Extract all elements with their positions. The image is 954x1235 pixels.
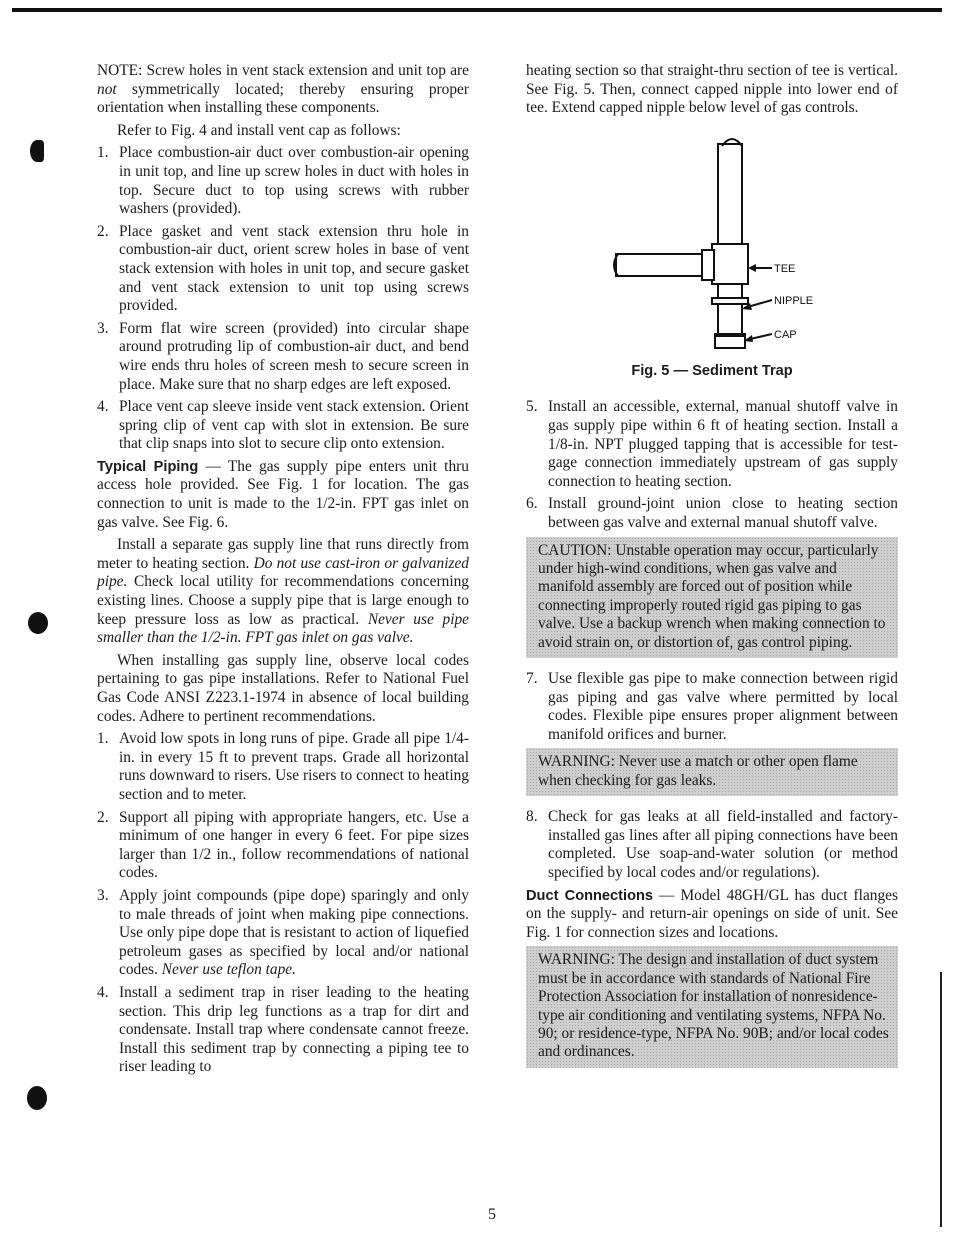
warning-box: WARNING: The design and installation of duct system must be in accordance with standards of National Fire Protection Association for installation of nonresidence-type air conditioning and ventilating systems, NFPA No. 90; or residence-type, NFPA No. 90B; and/or local codes and ordinances. [526, 946, 898, 1067]
typical-piping-paragraph: Typical Piping — The gas supply pipe enters unit thru access hole provided. See Fig. 1 for location. The gas connection to unit is made to the 1/2-in. FPT gas inlet on gas valve. See Fig. 6. [97, 457, 469, 531]
list-item: 6. Install ground-joint union close to heating section between gas valve and external manual shutoff valve. [526, 495, 898, 531]
vent-cap-steps [97, 144, 469, 454]
list-item: 8. Check for gas leaks at all field-installed and factory-installed gas lines after all piping connections have been completed. Use soap-and-water solution (or method specified by local codes and/or regulations). [526, 808, 898, 881]
list-item: 1. Place combustion-air duct over combustion-air opening in unit top, and line up screw holes in duct with holes in top. Secure duct to top using screws with rubber washers (provided). [97, 144, 469, 218]
binder-hole-mark [27, 1086, 47, 1110]
section-heading: Typical Piping [97, 458, 199, 475]
sediment-trap-diagram [526, 126, 898, 356]
cap-label: CAP [774, 328, 797, 341]
list-item: 3. Apply joint compounds (pipe dope) sparingly and only to male threads of joint when making pipe connections. Use only pipe dope that is resistant to action of liquefied petroleum gases as specified by local and/or national codes. Never use teflon tape. [97, 886, 469, 979]
list-item: 3. Form flat wire screen (provided) into circular shape around protruding lip of combustion-air duct, and bend wire ends thru holes of screen mesh to secure screen in place. Make sure that no sharp edges are left exposed. [97, 319, 469, 393]
caution-box: CAUTION: Unstable operation may occur, particularly under high-wind conditions, when gas valve and manifold assembly are forced out of position while connecting improperly routed rigid gas piping to gas valve. Use a backup wrench when making connection to avoid strain on, or distortion of, gas control piping. [526, 537, 898, 658]
piping-steps [97, 730, 469, 1077]
page-number: 5 [488, 1206, 496, 1223]
sediment-trap-figure [526, 126, 898, 356]
nipple-label: NIPPLE [774, 294, 814, 307]
left-column [97, 62, 469, 1081]
figure-caption: Fig. 5 — Sediment Trap [631, 362, 793, 379]
list-item: 1. Avoid low spots in long runs of pipe. Grade all pipe 1/4-in. in every 15 ft to prevent traps. Grade all horizontal runs downward to risers. Use risers to connect to heating section and to meter. [97, 730, 469, 803]
shutoff-steps [526, 398, 898, 532]
list-item: 4. Place vent cap sleeve inside vent stack extension. Orient spring clip of vent cap with slot in extension. Be sure that clip snaps into slot to secure clip onto extension. [97, 398, 469, 453]
list-item: 2. Place gasket and vent stack extension thru hole in combustion-air duct, orient screw holes in base of vent stack extension with holes in unit top, and secure gasket and vent stack extension to unit top using screws provided. [97, 222, 469, 315]
binder-hole-mark [30, 140, 44, 162]
right-column [526, 62, 898, 1080]
codes-paragraph: When installing gas supply line, observe local codes pertaining to gas pipe installations. Refer to National Fuel Gas Code ANSI Z223.1-1974 in absence of local building codes. Adhere to pertinent recommendations. [97, 651, 469, 725]
refer-paragraph: Refer to Fig. 4 and install vent cap as follows: [117, 121, 401, 139]
note-paragraph: NOTE: Screw holes in vent stack extension and unit top are not symmetrically located; thereby ensuring proper orientation when installing these components. [97, 62, 469, 117]
top-rule [12, 8, 942, 12]
list-item: 7. Use flexible gas pipe to make connection between rigid gas piping and gas valve where permitted by local codes. Flexible pipe ensures proper alignment between manifold orifices and burner. [526, 669, 898, 743]
continued-paragraph: heating section so that straight-thru section of tee is vertical. See Fig. 5. Then, connect capped nipple into lower end of tee. Extend capped nipple below level of gas controls. [526, 62, 898, 117]
margin-rule [940, 972, 942, 1227]
section-heading: Duct Connections [526, 887, 654, 904]
tee-label: TEE [774, 262, 796, 275]
list-item: 5. Install an accessible, external, manual shutoff valve in gas supply pipe within 6 ft of heating section. Install a 1/8-in. NPT plugged tapping that is accessible for test-gage connection immediately upstream of gas supply connection to heating section. [526, 398, 898, 490]
list-item: 4. Install a sediment trap in riser leading to the heating section. This drip leg functions as a trap for dirt and condensate. Install trap where condensate cannot freeze. Install this sediment trap by connecting a piping tee to riser leading to [97, 983, 469, 1076]
warning-box: WARNING: Never use a match or other open flame when checking for gas leaks. [526, 748, 898, 796]
duct-connections-paragraph: Duct Connections — Model 48GH/GL has duct flanges on the supply- and return-air openings on side of unit. See Fig. 1 for connection sizes and locations. [526, 886, 898, 941]
install-paragraph: Install a separate gas supply line that runs directly from meter to heating section. Do not use cast-iron or galvanized pipe. Check local utility for recommendations concerning existing lines. Choose a supply pipe that is large enough to keep pressure loss as low as practical. Never use pipe smaller than the 1/2-in. FPT gas inlet on gas valve. [97, 536, 469, 647]
binder-hole-mark [28, 612, 48, 634]
list-item: 2. Support all piping with appropriate hangers, etc. Use a minimum of one hanger in every 6 feet. For pipe sizes larger than 1/2 in., follow recommendations of national codes. [97, 808, 469, 882]
